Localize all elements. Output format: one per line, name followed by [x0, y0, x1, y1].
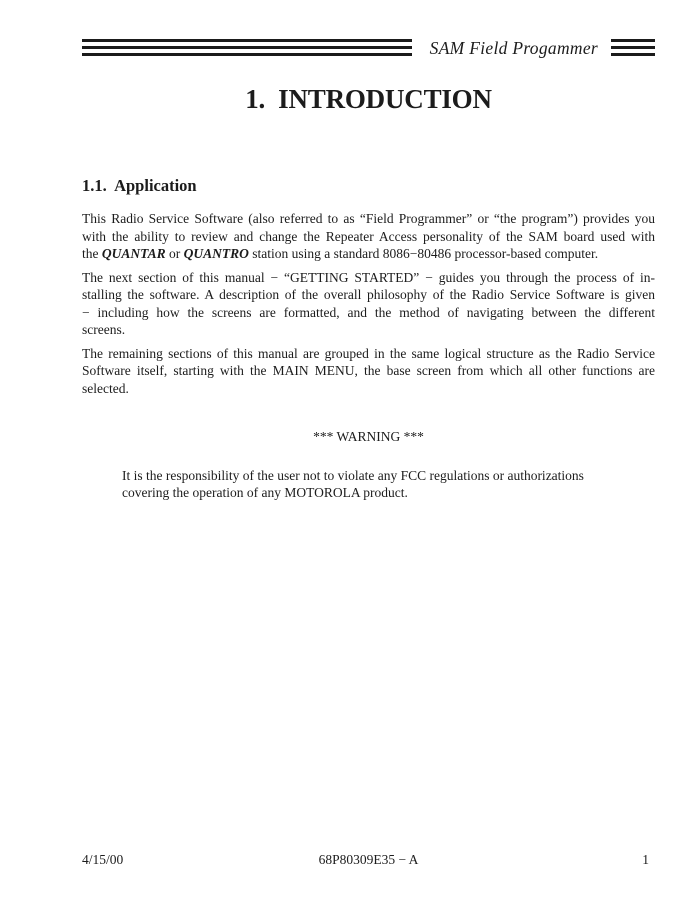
brand-quantar: QUANTAR [101, 246, 166, 261]
paragraph-line [82, 245, 655, 263]
footer-page-number: 1 [642, 852, 649, 867]
header-rule-right [611, 39, 655, 56]
paragraph-line: selected. [82, 380, 129, 396]
header-rule-left [82, 39, 412, 56]
section-heading: 1.1. Application [82, 176, 197, 195]
paragraph-line: screens. [82, 322, 126, 337]
running-header-title: SAM Field Progammer [429, 38, 598, 58]
text-segment: or [165, 246, 184, 261]
paragraph-application-2 [82, 269, 655, 339]
paragraph-line: stalling the software. A description of the overall philosophy of the Radio Service Software is given [82, 287, 655, 302]
warning-line: covering the operation of any MOTOROLA product. [122, 485, 408, 500]
paragraph-line: − including how the screens are formatted, and the method of navigating between the different [82, 304, 655, 320]
chapter-title: 1. INTRODUCTION [245, 84, 492, 114]
text-segment: station using a standard 8086−80486 processor-based computer. [248, 246, 599, 261]
brand-quantro: QUANTRO [183, 246, 249, 261]
page-body [82, 176, 655, 502]
footer-document-number: 68P80309E35 − A [318, 852, 419, 867]
page-header [82, 37, 655, 58]
paragraph-line: The remaining sections of this manual are grouped in the same logical structure as the Radio Service [82, 345, 655, 361]
paragraph-application-1 [82, 210, 655, 263]
warning-heading: *** WARNING *** [313, 429, 424, 444]
warning-body [122, 467, 625, 502]
paragraph-line: This Radio Service Software (also referred to as “Field Programmer” or “the program”) provides you [82, 211, 655, 226]
page-footer [82, 852, 655, 870]
text-segment: the [82, 246, 102, 261]
paragraph-application-3 [82, 345, 655, 398]
footer-date: 4/15/00 [82, 852, 124, 867]
paragraph-line: The next section of this manual − “GETTING STARTED” − guides you through the process of in- [82, 269, 655, 285]
paragraph-line: Software itself, starting with the MAIN MENU, the base screen from which all other functions are [82, 363, 655, 378]
paragraph-line: with the ability to review and change the Repeater Access personality of the SAM board used with [82, 228, 655, 244]
warning-line: It is the responsibility of the user not to violate any FCC regulations or authorizations [122, 467, 584, 483]
